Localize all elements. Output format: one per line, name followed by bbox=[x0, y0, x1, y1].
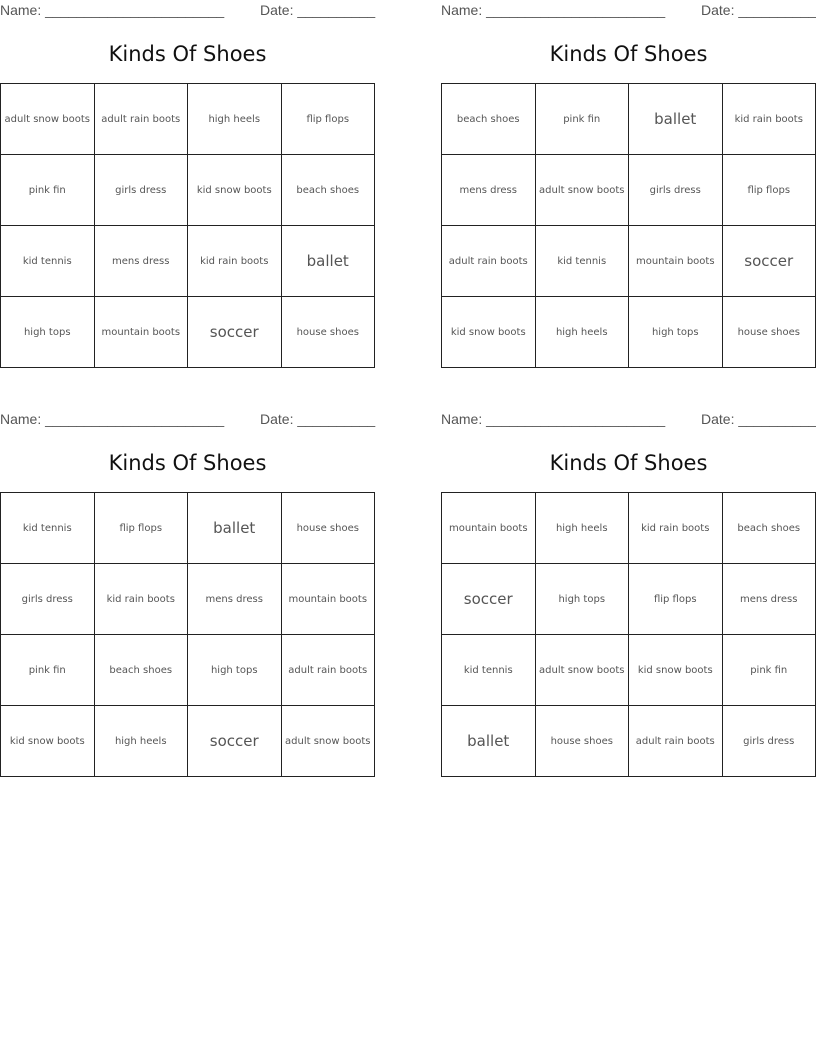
name-field: Name: _______________________ bbox=[441, 411, 666, 427]
grid-cell: kid snow boots bbox=[629, 635, 723, 706]
grid-cell: flip flops bbox=[94, 493, 188, 564]
name-field: Name: _______________________ bbox=[0, 411, 225, 427]
grid-cell: high tops bbox=[629, 297, 723, 368]
grid-cell: soccer bbox=[722, 226, 816, 297]
grid-cell: adult rain boots bbox=[442, 226, 536, 297]
grid-cell: girls dress bbox=[722, 706, 816, 777]
bingo-grid bbox=[0, 492, 375, 777]
grid-cell: pink fin bbox=[1, 155, 95, 226]
grid-cell: house shoes bbox=[281, 493, 375, 564]
card-header bbox=[0, 409, 375, 431]
grid-cell: ballet bbox=[629, 84, 723, 155]
grid-cell: high heels bbox=[188, 84, 282, 155]
grid-cell: soccer bbox=[188, 297, 282, 368]
grid-cell: kid tennis bbox=[442, 635, 536, 706]
date-field: Date: __________ bbox=[260, 2, 376, 18]
grid-cell: pink fin bbox=[1, 635, 95, 706]
grid-cell: pink fin bbox=[722, 635, 816, 706]
grid-cell: ballet bbox=[281, 226, 375, 297]
grid-cell: ballet bbox=[442, 706, 536, 777]
grid-cell: kid tennis bbox=[1, 226, 95, 297]
grid-cell: flip flops bbox=[629, 564, 723, 635]
grid-cell: ballet bbox=[188, 493, 282, 564]
name-field: Name: _______________________ bbox=[441, 2, 666, 18]
grid-row bbox=[1, 493, 375, 564]
grid-cell: kid tennis bbox=[1, 493, 95, 564]
grid-cell: high tops bbox=[1, 297, 95, 368]
grid-cell: kid rain boots bbox=[629, 493, 723, 564]
grid-cell: house shoes bbox=[722, 297, 816, 368]
grid-cell: flip flops bbox=[722, 155, 816, 226]
grid-cell: house shoes bbox=[281, 297, 375, 368]
grid-row bbox=[1, 84, 375, 155]
grid-row bbox=[1, 297, 375, 368]
grid-row bbox=[1, 635, 375, 706]
card-header bbox=[0, 0, 375, 22]
grid-cell: adult rain boots bbox=[629, 706, 723, 777]
grid-cell: kid rain boots bbox=[94, 564, 188, 635]
grid-cell: mountain boots bbox=[281, 564, 375, 635]
grid-cell: kid rain boots bbox=[722, 84, 816, 155]
grid-row bbox=[1, 564, 375, 635]
bingo-card-4 bbox=[441, 409, 816, 774]
bingo-grid bbox=[441, 83, 816, 368]
bingo-card-2 bbox=[441, 0, 816, 365]
grid-cell: mens dress bbox=[442, 155, 536, 226]
grid-cell: beach shoes bbox=[722, 493, 816, 564]
grid-row bbox=[442, 84, 816, 155]
grid-row bbox=[1, 226, 375, 297]
grid-cell: mens dress bbox=[722, 564, 816, 635]
bingo-grid bbox=[441, 492, 816, 777]
card-title: Kinds Of Shoes bbox=[549, 451, 708, 475]
grid-cell: high tops bbox=[188, 635, 282, 706]
grid-cell: kid snow boots bbox=[442, 297, 536, 368]
grid-cell: house shoes bbox=[535, 706, 629, 777]
grid-row bbox=[1, 706, 375, 777]
grid-cell: mountain boots bbox=[629, 226, 723, 297]
grid-row bbox=[442, 155, 816, 226]
grid-cell: kid rain boots bbox=[188, 226, 282, 297]
grid-cell: high heels bbox=[535, 493, 629, 564]
grid-cell: adult snow boots bbox=[1, 84, 95, 155]
grid-cell: beach shoes bbox=[281, 155, 375, 226]
grid-cell: high heels bbox=[535, 297, 629, 368]
grid-cell: beach shoes bbox=[442, 84, 536, 155]
grid-cell: high tops bbox=[535, 564, 629, 635]
grid-row bbox=[442, 297, 816, 368]
card-header bbox=[441, 0, 816, 22]
card-title: Kinds Of Shoes bbox=[108, 42, 267, 66]
grid-row bbox=[442, 635, 816, 706]
grid-cell: adult snow boots bbox=[535, 155, 629, 226]
grid-row bbox=[442, 564, 816, 635]
grid-cell: high heels bbox=[94, 706, 188, 777]
grid-row bbox=[1, 155, 375, 226]
grid-cell: adult snow boots bbox=[281, 706, 375, 777]
grid-cell: adult rain boots bbox=[94, 84, 188, 155]
grid-cell: adult rain boots bbox=[281, 635, 375, 706]
name-field: Name: _______________________ bbox=[0, 2, 225, 18]
grid-cell: adult snow boots bbox=[535, 635, 629, 706]
grid-row bbox=[442, 706, 816, 777]
bingo-grid bbox=[0, 83, 375, 368]
grid-row bbox=[442, 493, 816, 564]
grid-cell: soccer bbox=[442, 564, 536, 635]
bingo-card-1 bbox=[0, 0, 375, 365]
grid-cell: mountain boots bbox=[442, 493, 536, 564]
grid-cell: kid tennis bbox=[535, 226, 629, 297]
card-title: Kinds Of Shoes bbox=[108, 451, 267, 475]
date-field: Date: __________ bbox=[701, 411, 816, 427]
grid-cell: kid snow boots bbox=[188, 155, 282, 226]
card-header bbox=[441, 409, 816, 431]
date-field: Date: __________ bbox=[260, 411, 376, 427]
grid-cell: flip flops bbox=[281, 84, 375, 155]
grid-cell: beach shoes bbox=[94, 635, 188, 706]
grid-cell: girls dress bbox=[94, 155, 188, 226]
bingo-card-3 bbox=[0, 409, 375, 774]
date-field: Date: __________ bbox=[701, 2, 816, 18]
grid-cell: soccer bbox=[188, 706, 282, 777]
card-title: Kinds Of Shoes bbox=[549, 42, 708, 66]
grid-row bbox=[442, 226, 816, 297]
grid-cell: girls dress bbox=[1, 564, 95, 635]
grid-cell: girls dress bbox=[629, 155, 723, 226]
grid-cell: pink fin bbox=[535, 84, 629, 155]
grid-cell: mens dress bbox=[94, 226, 188, 297]
grid-cell: mens dress bbox=[188, 564, 282, 635]
grid-cell: mountain boots bbox=[94, 297, 188, 368]
grid-cell: kid snow boots bbox=[1, 706, 95, 777]
